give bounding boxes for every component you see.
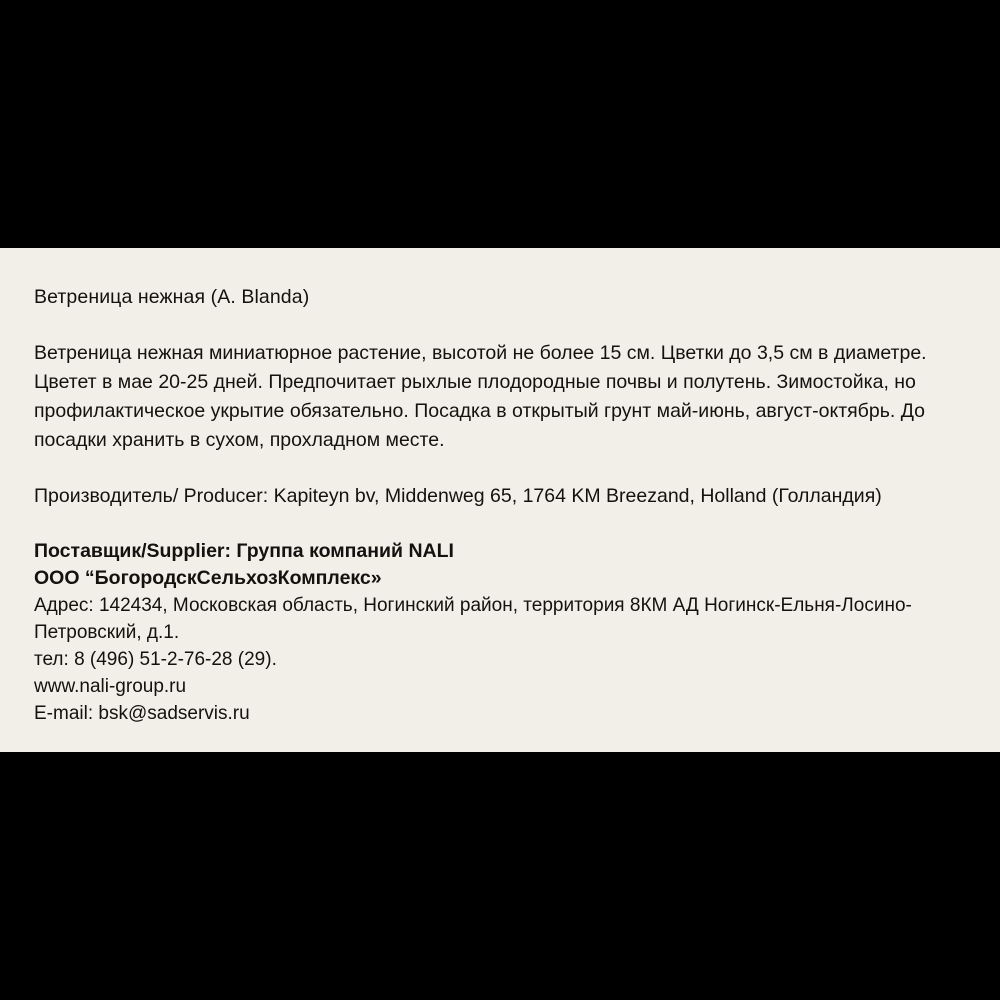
supplier-block [34,538,966,727]
plant-description: Ветреница нежная миниатюрное растение, высотой не более 15 см. Цветки до 3,5 см в диаметре. Цветет в мае 20-25 дней. Предпочитает рыхлые плодородные почвы и полутень. Зимостойка, но профилактическое укрытие обязательно. Посадка в открытый грунт май-июнь, август-октябрь. До посадки хранить в сухом, прохладном месте. [34,342,927,451]
supplier-website: www.nali-group.ru [34,676,187,697]
supplier-name: Поставщик/Supplier: Группа компаний NALI [34,540,454,562]
supplier-phone: тел: 8 (496) 51-2-76-28 (29). [34,649,277,670]
producer-line: Производитель/ Producer: Kapiteyn bv, Middenweg 65, 1764 KM Breezand, Holland (Голландия) [34,485,882,507]
label-panel [0,248,1000,752]
supplier-email: E-mail: bsk@sadservis.ru [34,703,250,724]
supplier-company: ООО “БогородскСельхозКомплекс» [34,567,382,589]
plant-name-title: Ветреница нежная (A. Blanda) [34,286,310,308]
supplier-address: Адрес: 142434, Московская область, Ногинский район, территория 8КМ АД Ногинск-Ельня-Лосино-Петровский, д.1. [34,595,912,643]
